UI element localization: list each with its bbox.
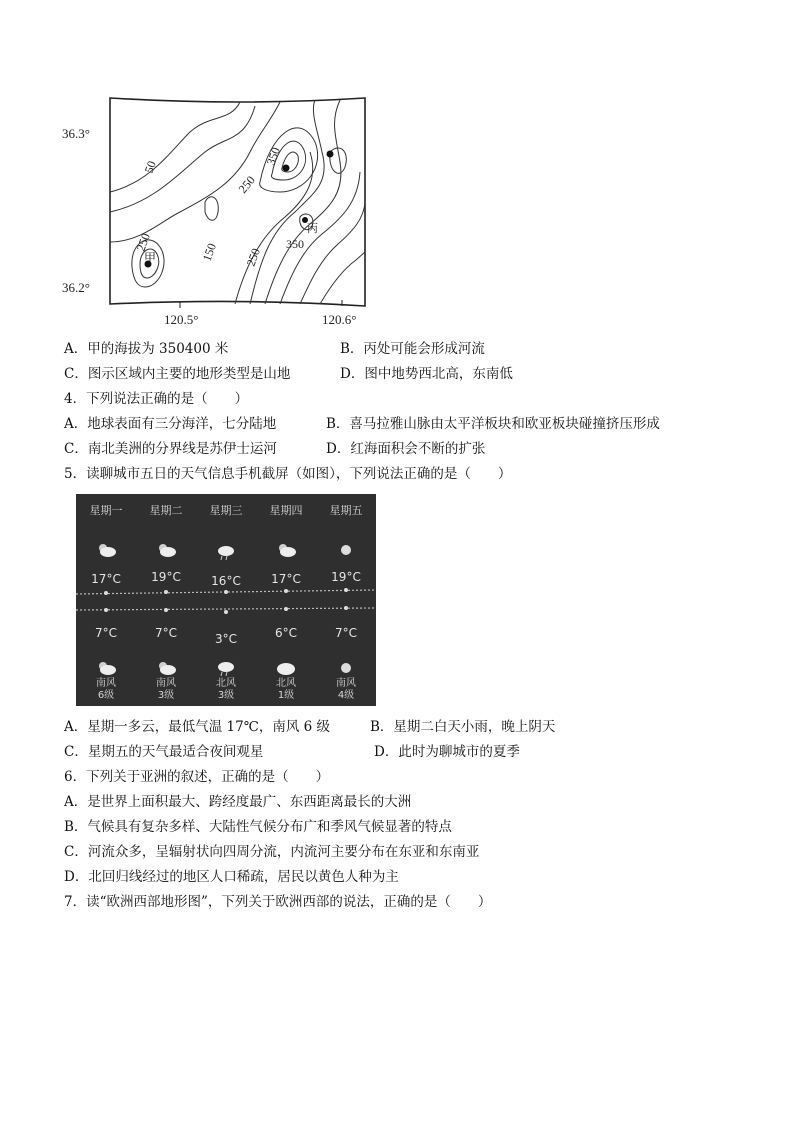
q4-option-c: C．南北美洲的分界线是苏伊士运河 (64, 441, 277, 457)
partly-cloudy-icon (275, 542, 297, 558)
wind-info (196, 678, 256, 702)
partly-cloudy-icon (155, 542, 177, 558)
q5-option-d: D．此时为聊城市的夏季 (374, 744, 520, 760)
low-temp: 6°C (274, 626, 297, 640)
q4-stem: 4．下列说法正确的是（ ） (64, 391, 249, 407)
cloudy-icon (275, 660, 297, 676)
q3-option-a: A．甲的海拔为 350400 米 (64, 341, 229, 357)
q4-option-a: A．地球表面有三分海洋，七分陆地 (64, 416, 277, 432)
q4-option-b: B．喜马拉雅山脉由太平洋板块和欧亚板块碰撞挤压形成 (326, 416, 660, 432)
lat-bottom-label: 36.2° (62, 280, 90, 295)
high-temp: 19°C (331, 570, 361, 584)
wind-level: 3级 (217, 690, 235, 701)
wind-level: 6级 (97, 690, 115, 701)
partly-cloudy-icon (95, 542, 117, 558)
lon-right-label: 120.6° (322, 312, 357, 327)
wind-info (256, 678, 316, 702)
wind-direction: 南风 (96, 678, 116, 689)
high-temp: 16°C (211, 574, 241, 588)
wind-level: 3级 (157, 690, 175, 701)
contour-label: 250 (133, 231, 153, 254)
day-label-tue: 星期二 (149, 504, 183, 517)
place-bing: 丙 (307, 223, 318, 235)
contour-map (60, 92, 380, 332)
wind-direction: 南风 (156, 678, 176, 689)
low-temp: 7°C (334, 626, 357, 640)
q7-stem: 7．读“欧洲西部地形图”，下列关于欧洲西部的说法，正确的是（ ） (64, 894, 492, 910)
partly-cloudy-icon (95, 660, 117, 676)
weather-screenshot (76, 494, 376, 706)
high-temp: 19°C (151, 570, 181, 584)
wind-direction: 北风 (276, 678, 296, 689)
contour-label: 250 (235, 173, 258, 196)
wind-level: 1级 (277, 690, 295, 701)
contour-label: 250 (243, 246, 263, 269)
day-label-thu: 星期四 (269, 504, 303, 517)
low-temp: 3°C (214, 632, 237, 646)
q3-option-c: C．图示区域内主要的地形类型是山地 (64, 366, 291, 382)
rain-icon (215, 544, 237, 560)
contour-label: 350 (286, 237, 304, 251)
q5-stem: 5．读聊城市五日的天气信息手机截屏（如图），下列说法正确的是（ ） (64, 466, 512, 482)
q5-option-b: B．星期二白天小雨，晚上阴天 (370, 719, 556, 735)
q6-stem: 6．下列关于亚洲的叙述，正确的是（ ） (64, 769, 330, 785)
wind-info (316, 678, 376, 702)
q5-option-a: A．星期一多云，最低气温 17℃，南风 6 级 (64, 719, 330, 735)
q5-option-c: C．星期五的天气最适合夜间观星 (64, 744, 264, 760)
wind-direction: 南风 (336, 678, 356, 689)
q6-option-c: C．河流众多，呈辐射状向四周分流，内流河主要分布在东亚和东南亚 (64, 844, 480, 860)
wind-info (76, 678, 136, 702)
contour-label: 50 (141, 158, 159, 176)
day-label-mon: 星期一 (89, 504, 123, 517)
lon-left-label: 120.5° (164, 312, 199, 327)
q6-option-b: B．气候具有复杂多样、大陆性气候分布广和季风气候显著的特点 (64, 819, 452, 835)
contour-label: 150 (199, 241, 219, 264)
wind-level: 4级 (337, 690, 355, 701)
high-temp: 17°C (91, 572, 121, 586)
lat-top-label: 36.3° (62, 126, 90, 141)
wind-info (136, 678, 196, 702)
day-label-wed: 星期三 (209, 504, 243, 517)
contour-label: 350 (263, 145, 283, 168)
q3-option-d: D．图中地势西北高，东南低 (340, 366, 513, 382)
low-temp: 7°C (94, 626, 117, 640)
low-temp: 7°C (154, 626, 177, 640)
day-label-fri: 星期五 (329, 504, 363, 517)
wind-direction: 北风 (216, 678, 236, 689)
sun-icon (335, 660, 357, 676)
rain-icon (215, 660, 237, 676)
q6-option-a: A．是世界上面积最大、跨经度最广、东西距离最长的大洲 (64, 794, 412, 810)
sun-icon (335, 542, 357, 558)
high-temp: 17°C (271, 572, 301, 586)
q3-option-b: B．丙处可能会形成河流 (340, 341, 485, 357)
partly-cloudy-icon (155, 660, 177, 676)
q4-option-d: D．红海面积会不断的扩张 (326, 441, 486, 457)
q6-option-d: D．北回归线经过的地区人口稀疏，居民以黄色人种为主 (64, 869, 399, 885)
place-jia: 甲 (144, 251, 157, 265)
